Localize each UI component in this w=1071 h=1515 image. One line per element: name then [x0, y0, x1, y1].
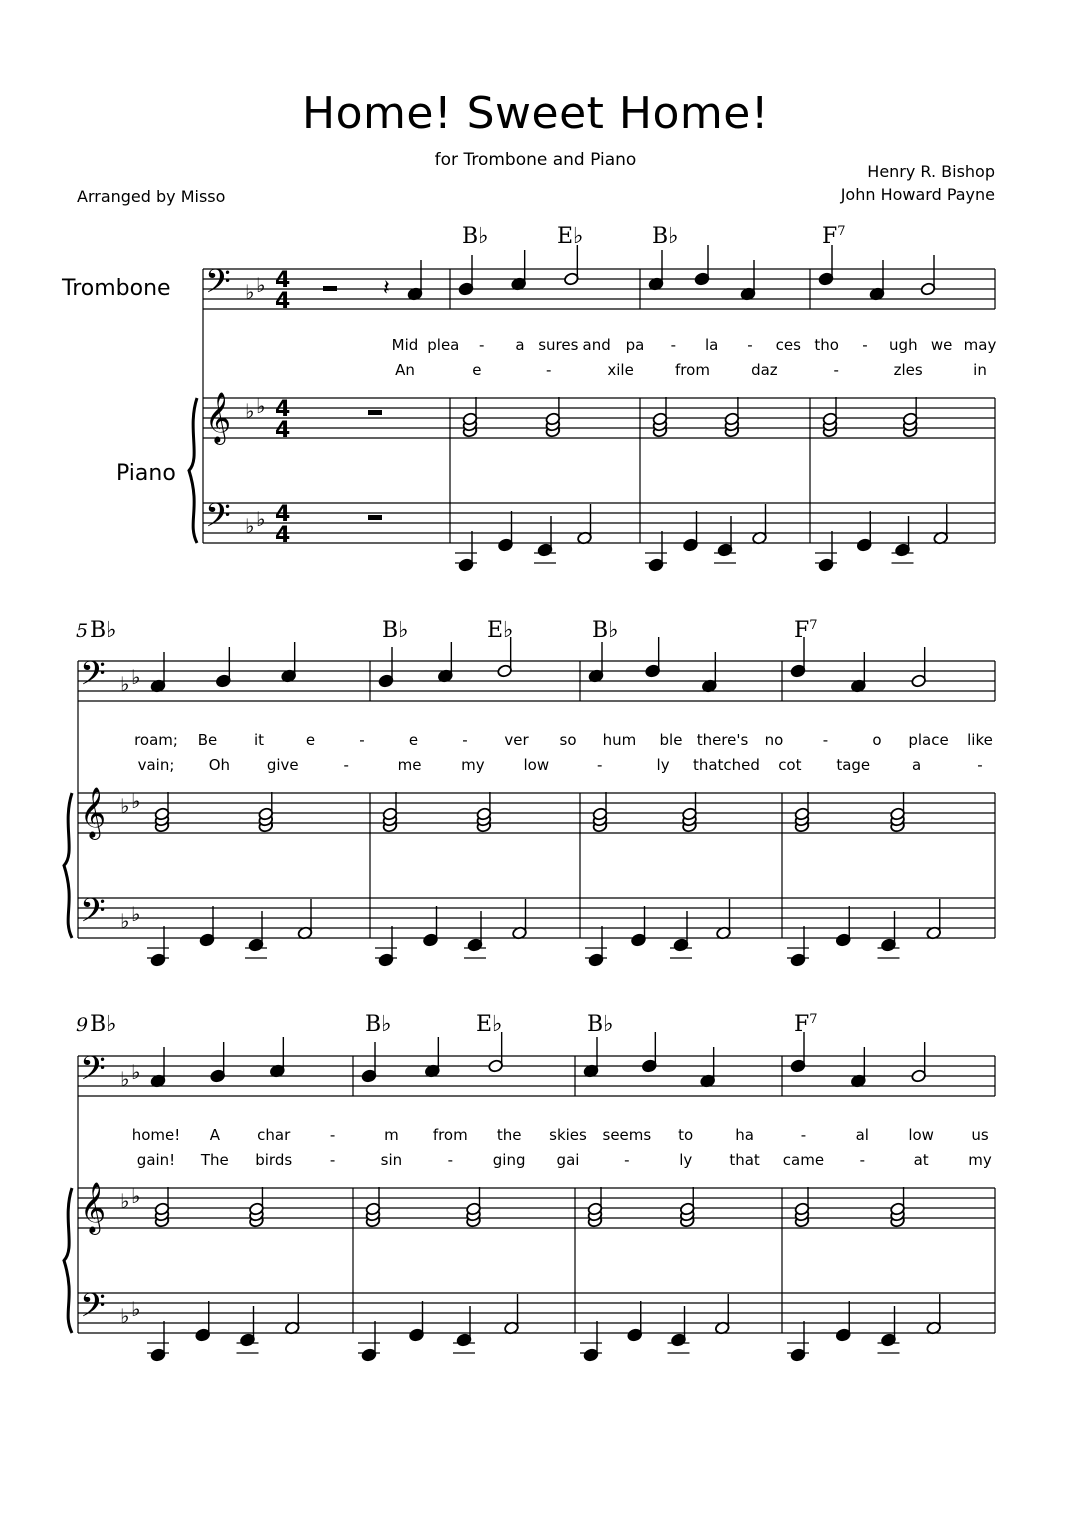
- lyricist: John Howard Payne: [840, 185, 995, 204]
- time-signature-bottom: 4: [275, 289, 291, 314]
- chord-symbol: $F^7$: [822, 224, 846, 249]
- piano-brace: [189, 398, 197, 543]
- note: [752, 504, 768, 545]
- lyric-line-2: -: [977, 756, 983, 774]
- flat-icon: ♭: [120, 1189, 130, 1213]
- note: [150, 1047, 166, 1088]
- note: [150, 1321, 166, 1362]
- time-signature-top: 4: [275, 268, 291, 293]
- note: [673, 911, 689, 952]
- lyric-line-1: ces: [775, 336, 801, 354]
- lyric-line-1: skies: [549, 1126, 587, 1144]
- note: [577, 504, 593, 545]
- note: [648, 250, 664, 291]
- note: [627, 1301, 643, 1342]
- lyric-line-1: al: [855, 1126, 869, 1144]
- time-signature-bottom: 4: [275, 523, 291, 548]
- note: [248, 911, 264, 952]
- note: [498, 511, 514, 552]
- note: [504, 1294, 520, 1335]
- note: [671, 1306, 687, 1347]
- note: [407, 260, 423, 301]
- note: [583, 1037, 599, 1078]
- lyric-line-1: -: [478, 336, 485, 354]
- time-signature-top: 4: [275, 397, 291, 422]
- flat-icon: ♭: [256, 273, 266, 297]
- flat-icon: ♭: [245, 514, 255, 538]
- lyric-line-2: e: [472, 361, 482, 379]
- note: [512, 899, 528, 940]
- bass-clef-icon: 𝄢: [80, 892, 106, 938]
- lyric-line-2: low: [523, 756, 550, 774]
- note: [150, 652, 166, 693]
- note: [683, 511, 699, 552]
- note: [284, 1294, 300, 1335]
- lyric-line-2: -: [343, 756, 349, 774]
- lyric-line-1: -: [462, 731, 468, 749]
- note: [851, 1047, 867, 1088]
- chord-symbol: B♭: [90, 618, 117, 643]
- lyric-line-1: no: [764, 731, 784, 749]
- lyric-line-1: it: [253, 731, 265, 749]
- note: [911, 1042, 927, 1083]
- lyric-line-1: hum: [602, 731, 637, 749]
- note: [361, 1042, 377, 1083]
- note: [378, 647, 394, 688]
- piano-bass-staff: [78, 898, 995, 938]
- lyric-line-2: -: [859, 1151, 865, 1169]
- note: [409, 1301, 425, 1342]
- note: [716, 899, 732, 940]
- note: [926, 899, 942, 940]
- treble-clef-icon: 𝄞: [205, 392, 232, 443]
- lyric-line-2: An: [395, 361, 415, 379]
- lyric-line-1: low: [908, 1126, 934, 1144]
- lyric-line-2: birds: [255, 1151, 293, 1169]
- chord-symbol: E♭: [487, 618, 514, 643]
- flat-icon: ♭: [131, 902, 141, 926]
- lyric-line-1: ver: [504, 731, 529, 749]
- lyric-line-2: xile: [607, 361, 634, 379]
- chord-symbol: B♭: [462, 224, 489, 249]
- lyric-line-2: ly: [679, 1151, 693, 1169]
- lyric-line-2: -: [833, 361, 839, 379]
- note: [240, 1306, 256, 1347]
- lyric-line-1: us: [971, 1126, 989, 1144]
- lyric-line-1: A: [209, 1126, 220, 1144]
- quarter-rest: 𝄽: [383, 276, 390, 301]
- note: [869, 260, 885, 301]
- composer: Henry R. Bishop: [867, 162, 995, 181]
- lyric-line-2: tage: [836, 756, 871, 774]
- note: [195, 1301, 211, 1342]
- flat-icon: ♭: [131, 665, 141, 689]
- note: [717, 516, 733, 557]
- note: [856, 511, 872, 552]
- note: [790, 1032, 806, 1073]
- lyric-line-2: zles: [893, 361, 923, 379]
- lyric-line-1: a: [515, 336, 525, 354]
- lyric-line-1: pa: [625, 336, 645, 354]
- lyric-line-1: -: [747, 336, 753, 354]
- lyric-line-2: cot: [778, 756, 802, 774]
- note: [488, 1032, 504, 1073]
- note: [926, 1294, 942, 1335]
- note: [497, 637, 513, 678]
- lyric-line-1: so: [559, 731, 577, 749]
- note: [818, 245, 834, 286]
- lyric-line-2: ging: [492, 1151, 526, 1169]
- note: [423, 906, 439, 947]
- note: [740, 260, 756, 301]
- lyric-line-2: in: [973, 361, 987, 379]
- note: [881, 911, 897, 952]
- whole-rest: [368, 515, 382, 520]
- treble-clef-icon: 𝄞: [80, 1182, 107, 1233]
- arranger: Arranged by Misso: [77, 187, 226, 206]
- lyric-line-1: -: [822, 731, 829, 749]
- lyric-line-1: to: [678, 1126, 694, 1144]
- note: [818, 531, 834, 572]
- note: [790, 637, 806, 678]
- chord-symbol: B♭: [382, 618, 409, 643]
- note: [645, 637, 661, 678]
- chord-symbol: $F^7$: [794, 1012, 818, 1037]
- lyric-line-1: la: [704, 336, 719, 354]
- lyric-line-1: ugh: [889, 336, 918, 354]
- lyric-line-2: a: [912, 756, 922, 774]
- lyric-line-1: plea: [427, 336, 460, 354]
- note: [895, 516, 911, 557]
- measure-number: 5: [76, 620, 89, 642]
- chord-symbol: B♭: [592, 618, 619, 643]
- lyric-line-1: from: [432, 1126, 468, 1144]
- note: [835, 1301, 851, 1342]
- flat-icon: ♭: [120, 672, 130, 696]
- half-rest: [323, 286, 337, 291]
- lyric-line-2: daz: [751, 361, 778, 379]
- flat-icon: ♭: [131, 1184, 141, 1208]
- lyric-line-2: ly: [656, 756, 670, 774]
- bass-clef-icon: 𝄢: [80, 1287, 106, 1333]
- lyric-line-1: sures: [538, 336, 579, 354]
- lyric-line-1: roam;: [134, 731, 178, 749]
- lyric-line-2: gai: [556, 1151, 580, 1169]
- instrument-label-trombone: Trombone: [62, 276, 171, 301]
- flat-icon: ♭: [131, 1060, 141, 1084]
- score-subtitle: for Trombone and Piano: [434, 150, 637, 170]
- note: [588, 926, 604, 967]
- note: [583, 1321, 599, 1362]
- lyric-line-1: seems: [602, 1126, 652, 1144]
- lyric-line-1: e: [408, 731, 419, 749]
- bass-clef-icon: 𝄢: [205, 497, 231, 543]
- lyric-line-2: -: [447, 1151, 453, 1169]
- lyric-line-2: from: [675, 361, 710, 379]
- flat-icon: ♭: [131, 789, 141, 813]
- note: [564, 245, 580, 286]
- note: [425, 1037, 441, 1078]
- lyric-line-2: -: [546, 361, 552, 379]
- lyric-line-1: e: [305, 731, 316, 749]
- note: [361, 1321, 377, 1362]
- note: [702, 652, 718, 693]
- lyric-line-1: -: [670, 336, 677, 354]
- lyric-line-2: give: [266, 756, 299, 774]
- lyric-line-2: that: [729, 1151, 760, 1169]
- lyric-line-2: gain!: [136, 1151, 176, 1169]
- treble-clef-icon: 𝄞: [80, 787, 107, 838]
- chord-symbol: $F^7$: [794, 618, 818, 643]
- lyric-line-1: -: [800, 1126, 807, 1144]
- lyric-line-1: place: [908, 731, 949, 749]
- lyric-line-1: -: [329, 1126, 336, 1144]
- lyric-line-2: sin: [380, 1151, 403, 1169]
- lyric-line-2: -: [329, 1151, 336, 1169]
- lyric-line-1: -: [862, 336, 868, 354]
- chord-symbol: E♭: [476, 1012, 503, 1037]
- flat-icon: ♭: [256, 394, 266, 418]
- note: [438, 642, 454, 683]
- note: [700, 1047, 716, 1088]
- piano-treble-staff: [78, 793, 995, 833]
- flat-icon: ♭: [120, 909, 130, 933]
- lyric-line-1: and: [582, 336, 611, 354]
- note: [458, 531, 474, 572]
- bass-clef-icon: 𝄢: [80, 655, 106, 701]
- chord-symbol: B♭: [587, 1012, 614, 1037]
- lyric-line-2: -: [596, 756, 603, 774]
- lyric-line-1: ble: [659, 731, 683, 749]
- note: [911, 647, 927, 688]
- lyric-line-2: came: [782, 1151, 825, 1169]
- piano-bass-staff: [78, 1293, 995, 1333]
- flat-icon: ♭: [120, 794, 130, 818]
- lyric-line-2: Oh: [208, 756, 231, 774]
- note: [210, 1042, 226, 1083]
- note: [790, 1321, 806, 1362]
- lyric-line-1: Mid: [391, 336, 419, 354]
- note: [467, 911, 483, 952]
- note: [537, 516, 553, 557]
- note: [199, 906, 215, 947]
- lyric-line-2: at: [913, 1151, 929, 1169]
- lyric-line-2: The: [200, 1151, 229, 1169]
- note: [920, 255, 936, 296]
- chord-symbol: B♭: [365, 1012, 392, 1037]
- lyric-line-1: -: [359, 731, 365, 749]
- flat-icon: ♭: [120, 1304, 130, 1328]
- lyric-line-1: like: [967, 731, 993, 749]
- note: [270, 1037, 286, 1078]
- lyric-line-1: we: [930, 336, 953, 354]
- time-signature-bottom: 4: [275, 418, 291, 443]
- lyric-line-1: Be: [197, 731, 218, 749]
- instrument-label-piano: Piano: [116, 461, 176, 486]
- chord-symbol: B♭: [90, 1012, 117, 1037]
- flat-icon: ♭: [256, 507, 266, 531]
- lyric-line-1: char: [257, 1126, 291, 1144]
- note: [631, 906, 647, 947]
- note: [588, 642, 604, 683]
- time-signature-top: 4: [275, 502, 291, 527]
- measure-number: 9: [76, 1014, 89, 1036]
- chord-symbol: B♭: [652, 224, 679, 249]
- note: [851, 652, 867, 693]
- flat-icon: ♭: [245, 280, 255, 304]
- whole-rest: [368, 410, 382, 415]
- piano-treble-staff: [203, 398, 995, 438]
- note: [642, 1032, 658, 1073]
- piano-bass-staff: [203, 503, 995, 543]
- lyric-line-1: there's: [696, 731, 749, 749]
- note: [714, 1294, 730, 1335]
- note: [511, 250, 527, 291]
- lyric-line-1: may: [963, 336, 997, 354]
- lyric-line-1: m: [384, 1126, 399, 1144]
- lyric-line-1: the: [496, 1126, 522, 1144]
- note: [216, 647, 232, 688]
- note: [378, 926, 394, 967]
- piano-brace: [64, 793, 72, 938]
- note: [458, 255, 474, 296]
- lyric-line-2: me: [397, 756, 422, 774]
- lyric-line-1: ha: [735, 1126, 754, 1144]
- note: [456, 1306, 472, 1347]
- note: [648, 531, 664, 572]
- lyric-line-2: my: [461, 756, 485, 774]
- lyric-line-2: vain;: [137, 756, 175, 774]
- piano-brace: [64, 1188, 72, 1333]
- note: [694, 245, 710, 286]
- note: [281, 642, 297, 683]
- lyric-line-1: o: [872, 731, 882, 749]
- note: [835, 906, 851, 947]
- note: [150, 926, 166, 967]
- score-title: Home! Sweet Home!: [302, 88, 769, 139]
- note: [881, 1306, 897, 1347]
- note: [933, 504, 949, 545]
- note: [790, 926, 806, 967]
- flat-icon: ♭: [120, 1067, 130, 1091]
- lyric-line-1: tho: [814, 336, 839, 354]
- flat-icon: ♭: [245, 399, 255, 423]
- lyric-line-2: -: [624, 1151, 630, 1169]
- lyric-line-2: thatched: [692, 756, 760, 774]
- piano-treble-staff: [78, 1188, 995, 1228]
- note: [297, 899, 313, 940]
- lyric-line-2: my: [968, 1151, 992, 1169]
- bass-clef-icon: 𝄢: [80, 1050, 106, 1096]
- chord-symbol: E♭: [557, 224, 584, 249]
- lyric-line-1: home!: [131, 1126, 181, 1144]
- bass-clef-icon: 𝄢: [205, 263, 231, 309]
- flat-icon: ♭: [131, 1297, 141, 1321]
